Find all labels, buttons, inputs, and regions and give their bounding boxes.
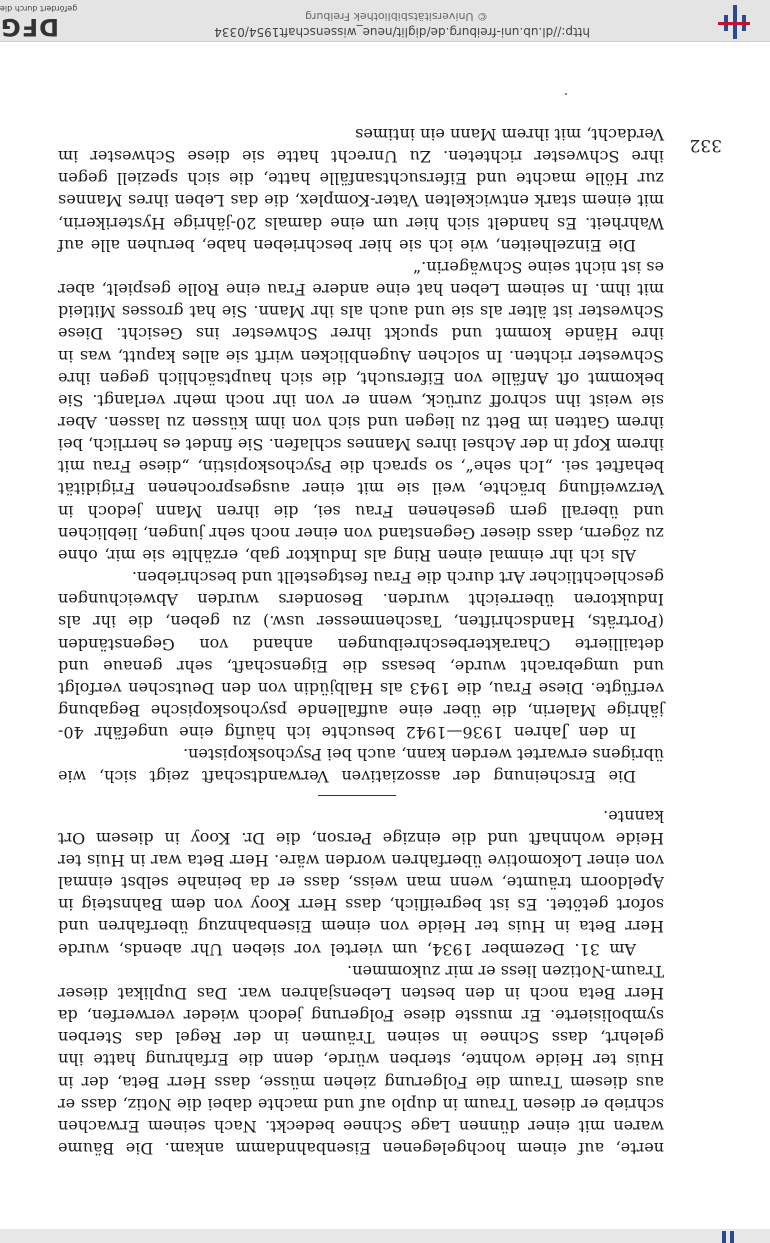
paragraph-3: Die Erscheinung der assoziativen Verwandtschaft zeigt sich, wie übrigens erwartet werden kann, auch bei Psychoskopisten. — [58, 745, 664, 787]
funder-text: gefördert durch die — [0, 4, 78, 13]
paragraph-4: In den Jahren 1936—1942 besuchte ich häufig eine ungefähr 40-jährige Malerin, die über eine auffallende psychoskopische Begabung verfügte. Diese Frau, die 1943 als Halbjüdin von den Deutschen verfolgt und umgebracht wurde, besass die Eigenschaft, sehr genaue und detaillierte Charakterbeschreibungen anhand von Gegenständen (Porträts, Handschriften, Taschenmesser usw.) zu geben, die ihr als Induktoren überreicht wurden. Besonders wurden Abweichungen geschlechtlicher Art durch die Frau festgestellt und beschrieben. — [58, 568, 664, 743]
source-url-link[interactable]: http://dl.ub.uni-freiburg.de/diglit/neue_wissenschaft1954/0334 — [214, 25, 590, 39]
viewer-footer — [0, 0, 770, 42]
ub-logo-fragment-icon — [722, 1231, 726, 1243]
page-number: 332 — [689, 135, 722, 155]
section-rule — [318, 796, 396, 797]
paragraph-6: Die Einzelheiten, wie ich sie hier beschrieben habe, beruhen alle auf Wahrheit. Es handelt sich hier um eine damals 20-jährige Hysterikerin, mit einem stark entwickelten Vater-Komplex, die das Leben ihres Mannes zur Hölle machte und Eifersuchtsanfälle hatte, die sich speziell gegen ihre Schwester richteten. Zu Unrecht hatte sie diese Schwester im Verdacht, mit ihrem Mann ein intimes — [58, 124, 664, 255]
paragraph-1: nerte, auf einem hochgelegenen Eisenbahndamm ankam. Die Bäume waren mit einer dünnen Lage Schnee bedeckt. Nach seinem Erwachen schrieb er diesen Traum in duplo auf und machte dabei die Notiz, dass er aus diesem Traum die Folgerung ziehen müsse, dass Herr Beta, der in Huis ter Heide wohnte, sterben würde, denn die Erfahrung hatte ihn gelehrt, dass Schnee in seinen Träumen in der Regel das Sterben symbolisierte. Er musste diese Folgerung jedoch wieder verwerfen, da Herr Beta noch in den besten Lebensjahren war. Das Duplikat dieser Traum-Notizen liess er mir zukommen. — [58, 961, 664, 1158]
page-text — [58, 123, 664, 1159]
viewer-top-strip — [0, 1229, 770, 1243]
copyright-credit: © Universitätsbibliothek Freiburg — [305, 10, 488, 23]
scan-speck — [565, 93, 567, 95]
dfg-logo-icon: DFG — [0, 13, 60, 41]
dfg-logo — [0, 3, 80, 39]
ub-logo-fragment-icon — [730, 1231, 734, 1243]
paragraph-2: Am 31. Dezember 1934, um viertel vor sieben Uhr abends, wurde Herr Beta in Huis ter Heide von einem Eisenbahnzug überfahren und sofort getötet. Es ist begreiflich, dass Herr Kooy von dem Bahnsteig in Apeldoorn träumte, wenn man weiss, dass er da beinahe selbst einmal von einer Lokomotive überfahren worden wäre. Herr Beta war in Huis ter Heide wohnhaft und die einzige Person, die Dr. Kooy in diesem Ort kannte. — [58, 806, 664, 959]
paragraph-5: Als ich ihr einmal einen Ring als Induktor gab, erzählte sie mir, ohne zu zögern, dass dieser Gegenstand von einer noch sehr jungen, lieblichen und überall gern gesehenen Frau sei, die ihren Mann jedoch in Verzweiflung brächte, weil sie mit einer ausgesprochenen Frigidität behaftet sei. „Ich sehe“, so sprach die Psychoskopistin, „diese Frau mit ihrem Kopf in der Achsel ihres Mannes schlafen. Sie findet es herrlich, bei ihrem Gatten im Bett zu liegen und sich von ihm küssen zu lassen. Aber sie weist ihn schroff zurück, wenn er von ihr noch mehr verlangt. Sie bekommt oft Anfälle von Eifersucht, die sich hauptsächlich gegen ihre Schwester richten. In solchen Augenblicken wirft sie alles kaputt, was in ihre Hände kommt und spuckt ihrer Schwester ins Gesicht. Diese Schwester ist älter als sie und auch als ihr Mann. Sie hat grosses Mitleid mit ihm. In seinem Leben hat eine andere Frau eine Rolle gespielt, aber es ist nicht seine Schwägerin.“ — [58, 257, 664, 565]
ub-logo-icon — [714, 5, 754, 39]
